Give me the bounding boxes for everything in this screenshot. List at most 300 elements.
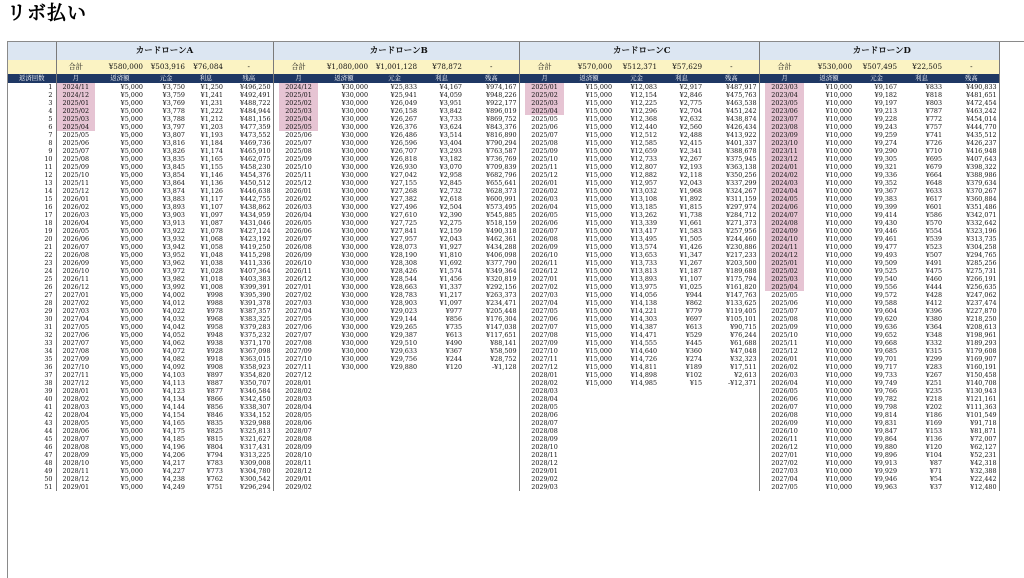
table-cell[interactable]: ¥9,525 (874, 267, 898, 275)
table-cell[interactable]: ¥10,000 (825, 403, 853, 411)
table-cell[interactable]: 2028/01 (285, 379, 312, 387)
total-value[interactable]: ¥570,000 (564, 60, 614, 74)
table-cell[interactable]: ¥613 (445, 331, 463, 339)
table-cell[interactable]: ¥3,624 (439, 123, 463, 131)
table-cell[interactable]: ¥5,000 (120, 243, 143, 251)
table-cell[interactable]: 2025/01 (765, 259, 804, 267)
table-cell[interactable] (564, 419, 614, 427)
table-cell[interactable]: ¥12,480 (944, 483, 999, 491)
table-cell[interactable]: 2024/05 (765, 195, 804, 203)
table-cell[interactable]: ¥30,000 (341, 347, 369, 355)
table-cell[interactable]: ¥460 (925, 275, 943, 283)
table-cell[interactable]: ¥484,944 (225, 107, 273, 115)
table-cell[interactable]: ¥247,062 (944, 291, 999, 299)
table-cell[interactable]: ¥284,712 (704, 211, 759, 219)
table-cell[interactable]: ¥1,107 (200, 203, 223, 211)
table-cell[interactable]: 2028/08 (62, 443, 90, 451)
table-cell[interactable]: ¥153 (925, 427, 943, 435)
column-header[interactable]: 利息 (659, 74, 704, 83)
table-cell[interactable]: ¥320,819 (464, 275, 519, 283)
table-cell[interactable]: ¥10,000 (825, 195, 853, 203)
table-cell[interactable] (564, 387, 614, 395)
table-cell[interactable]: 2028/11 (62, 467, 90, 475)
table-cell[interactable]: ¥9,336 (874, 171, 898, 179)
table-cell[interactable]: ¥1,927 (439, 243, 463, 251)
table-cell[interactable]: ¥9,652 (874, 331, 898, 339)
table-cell[interactable]: ¥5,000 (120, 155, 143, 163)
table-cell[interactable]: ¥570 (925, 219, 943, 227)
table-cell[interactable]: 2025/02 (765, 267, 804, 275)
table-cell[interactable]: ¥4,144 (162, 403, 185, 411)
table-cell[interactable]: ¥1,212 (200, 115, 223, 123)
table-cell[interactable] (318, 371, 370, 379)
table-cell[interactable]: ¥1,217 (439, 291, 463, 299)
table-cell[interactable]: 2028/05 (285, 411, 312, 419)
table-cell[interactable]: 2028/04 (62, 411, 90, 419)
table-cell[interactable]: ¥4,052 (162, 331, 185, 339)
table-cell[interactable]: 2026/10 (531, 251, 558, 259)
table-cell[interactable]: ¥446,638 (225, 187, 273, 195)
column-header[interactable]: 返済額 (564, 74, 614, 83)
table-cell[interactable]: ¥958 (206, 323, 223, 331)
table-cell[interactable] (704, 395, 759, 403)
table-cell[interactable]: ¥350,707 (225, 379, 273, 387)
table-cell[interactable]: ¥30,000 (341, 91, 369, 99)
table-cell[interactable]: ¥998 (206, 291, 223, 299)
table-cell[interactable]: ¥426,237 (944, 139, 999, 147)
table-cell[interactable] (564, 435, 614, 443)
table-cell[interactable]: ¥897 (206, 371, 223, 379)
table-cell[interactable]: ¥4,032 (162, 315, 185, 323)
table-cell[interactable]: ¥321,627 (225, 435, 273, 443)
table-cell[interactable] (704, 427, 759, 435)
table-cell[interactable]: ¥256,635 (944, 283, 999, 291)
table-cell[interactable]: ¥9,701 (874, 355, 898, 363)
table-cell[interactable]: ¥32,323 (704, 355, 759, 363)
table-cell[interactable]: ¥1,505 (679, 235, 703, 243)
table-cell[interactable]: ¥1,203 (200, 123, 223, 131)
table-cell[interactable]: ¥978 (206, 307, 223, 315)
table-cell[interactable]: ¥9,604 (874, 307, 898, 315)
table-cell[interactable]: 2028/02 (531, 379, 558, 387)
table-cell[interactable]: ¥2,632 (679, 115, 703, 123)
table-cell[interactable]: ¥856 (206, 403, 223, 411)
table-cell[interactable]: 2025/04 (525, 107, 564, 115)
total-value[interactable]: ¥57,629 (659, 60, 704, 74)
table-cell[interactable]: ¥30,000 (341, 315, 369, 323)
table-cell[interactable]: ¥13,733 (630, 259, 658, 267)
table-cell[interactable] (564, 411, 614, 419)
table-cell[interactable]: ¥10,000 (825, 99, 853, 107)
table-cell[interactable]: 2025/05 (279, 123, 318, 131)
table-cell[interactable]: ¥9,620 (874, 315, 898, 323)
table-cell[interactable]: 2026/11 (531, 259, 558, 267)
table-cell[interactable]: ¥13,975 (630, 283, 658, 291)
column-header[interactable]: 月 (279, 74, 318, 83)
table-cell[interactable]: 2026/02 (285, 195, 312, 203)
table-cell[interactable]: ¥198,961 (944, 331, 999, 339)
table-cell[interactable]: 2028/01 (62, 387, 90, 395)
table-cell[interactable]: ¥529 (685, 331, 703, 339)
table-cell[interactable]: ¥391,378 (225, 299, 273, 307)
table-cell[interactable]: ¥15,000 (585, 243, 613, 251)
table-cell[interactable]: 2025/12 (531, 171, 558, 179)
table-cell[interactable]: ¥383,325 (225, 315, 273, 323)
table-cell[interactable]: ¥9,446 (874, 227, 898, 235)
table-cell[interactable] (318, 435, 370, 443)
table-cell[interactable]: ¥10,000 (825, 163, 853, 171)
table-cell[interactable]: 2026/05 (531, 211, 558, 219)
table-cell[interactable]: ¥2,504 (439, 203, 463, 211)
column-header[interactable]: 残高 (464, 74, 519, 83)
table-cell[interactable]: ¥2,560 (679, 123, 703, 131)
table-cell[interactable]: 2026/02 (62, 203, 90, 211)
table-cell[interactable] (564, 451, 614, 459)
table-cell[interactable]: ¥613 (685, 323, 703, 331)
table-cell[interactable] (659, 411, 704, 419)
table-cell[interactable]: ¥431,046 (225, 219, 273, 227)
table-cell[interactable]: ¥15,000 (585, 163, 613, 171)
table-cell[interactable]: ¥473,552 (225, 131, 273, 139)
table-cell[interactable]: 2025/09 (531, 147, 558, 155)
table-cell[interactable]: ¥539 (925, 235, 943, 243)
table-cell[interactable]: ¥442,755 (225, 195, 273, 203)
table-cell[interactable]: ¥14,138 (630, 299, 658, 307)
table-cell[interactable]: ¥332 (925, 339, 943, 347)
total-value[interactable]: - (944, 60, 999, 74)
table-cell[interactable]: ¥130,943 (944, 387, 999, 395)
table-cell[interactable]: ¥3,769 (162, 99, 185, 107)
table-cell[interactable]: 2027/11 (62, 371, 90, 379)
table-cell[interactable]: ¥218 (925, 395, 943, 403)
table-cell[interactable]: ¥267 (925, 371, 943, 379)
table-cell[interactable]: ¥367 (445, 347, 463, 355)
table-cell[interactable]: ¥2,341 (679, 147, 703, 155)
table-cell[interactable]: 2024/08 (765, 219, 804, 227)
table-cell[interactable]: ¥9,636 (874, 323, 898, 331)
table-cell[interactable]: ¥28,663 (390, 283, 418, 291)
table-cell[interactable]: ¥275,731 (944, 267, 999, 275)
table-cell[interactable]: ¥29,756 (390, 355, 418, 363)
table-cell[interactable]: 2028/02 (62, 395, 90, 403)
table-cell[interactable]: ¥1,193 (200, 131, 223, 139)
table-cell[interactable] (370, 371, 419, 379)
table-cell[interactable]: ¥9,798 (874, 403, 898, 411)
table-cell[interactable] (659, 435, 704, 443)
table-cell[interactable]: ¥5,000 (120, 435, 143, 443)
table-cell[interactable]: ¥15,000 (585, 139, 613, 147)
table-cell[interactable]: ¥9,717 (874, 363, 898, 371)
table-cell[interactable]: ¥10,000 (825, 363, 853, 371)
table-cell[interactable] (464, 427, 519, 435)
table-cell[interactable]: ¥379,283 (225, 323, 273, 331)
total-value[interactable]: - (704, 60, 759, 74)
table-cell[interactable]: ¥5,000 (120, 227, 143, 235)
table-cell[interactable]: 2026/07 (531, 227, 558, 235)
table-cell[interactable]: 2027/12 (62, 379, 90, 387)
table-cell[interactable]: ¥296,294 (225, 483, 273, 491)
table-cell[interactable]: ¥757 (925, 123, 943, 131)
table-cell[interactable]: ¥496,250 (225, 83, 273, 91)
table-cell[interactable]: ¥14,387 (630, 323, 658, 331)
table-cell[interactable]: ¥9,367 (874, 187, 898, 195)
table-cell[interactable]: ¥664 (925, 171, 943, 179)
table-cell[interactable]: ¥2,775 (679, 99, 703, 107)
table-cell[interactable]: ¥14,640 (630, 347, 658, 355)
table-cell[interactable]: ¥3,952 (162, 251, 185, 259)
table-cell[interactable]: ¥804 (206, 443, 223, 451)
table-cell[interactable]: 2027/03 (531, 291, 558, 299)
table-cell[interactable]: ¥9,352 (874, 179, 898, 187)
table-cell[interactable]: ¥22,442 (944, 475, 999, 483)
table-cell[interactable]: ¥30,000 (341, 99, 369, 107)
table-cell[interactable]: ¥342,071 (944, 211, 999, 219)
table-cell[interactable]: ¥102 (685, 371, 703, 379)
table-cell[interactable]: ¥5,000 (120, 179, 143, 187)
table-cell[interactable]: ¥1,097 (439, 299, 463, 307)
total-value[interactable]: ¥1,001,128 (370, 60, 419, 74)
table-cell[interactable]: 2025/10 (62, 171, 90, 179)
table-cell[interactable]: ¥9,321 (874, 163, 898, 171)
table-cell[interactable]: ¥10,000 (825, 267, 853, 275)
table-cell[interactable]: ¥4,123 (162, 387, 185, 395)
column-header[interactable]: 月 (765, 74, 804, 83)
table-cell[interactable]: ¥292,156 (464, 283, 519, 291)
table-cell[interactable] (419, 483, 464, 491)
table-cell[interactable]: ¥1,155 (200, 163, 223, 171)
table-cell[interactable]: ¥30,000 (341, 115, 369, 123)
table-cell[interactable]: ¥9,766 (874, 387, 898, 395)
table-cell[interactable]: 2025/08 (771, 315, 798, 323)
table-cell[interactable]: ¥205,448 (464, 307, 519, 315)
table-cell[interactable]: ¥2,732 (439, 187, 463, 195)
table-cell[interactable]: ¥283 (925, 363, 943, 371)
table-cell[interactable]: ¥1,337 (439, 283, 463, 291)
table-cell[interactable]: ¥121,161 (944, 395, 999, 403)
table-cell[interactable]: ¥13,032 (630, 187, 658, 195)
table-cell[interactable]: ¥751 (206, 483, 223, 491)
table-cell[interactable]: ¥794 (206, 451, 223, 459)
table-cell[interactable]: ¥27,268 (390, 187, 418, 195)
table-cell[interactable]: 2025/05 (62, 131, 90, 139)
table-cell[interactable]: ¥14,221 (630, 307, 658, 315)
table-cell[interactable]: ¥176,304 (464, 315, 519, 323)
table-cell[interactable]: 2029/01 (531, 467, 558, 475)
table-cell[interactable] (370, 459, 419, 467)
total-value[interactable]: ¥78,872 (419, 60, 464, 74)
table-cell[interactable]: ¥412 (925, 299, 943, 307)
table-cell[interactable] (659, 467, 704, 475)
table-cell[interactable]: ¥488,722 (225, 99, 273, 107)
table-cell[interactable]: ¥30,000 (341, 147, 369, 155)
table-cell[interactable]: ¥27,382 (390, 195, 418, 203)
table-cell[interactable]: ¥5,000 (120, 443, 143, 451)
table-cell[interactable]: ¥10,000 (825, 459, 853, 467)
table-cell[interactable]: ¥1,174 (200, 147, 223, 155)
table-cell[interactable]: 2026/04 (285, 211, 312, 219)
table-cell[interactable]: ¥1,231 (200, 99, 223, 107)
table-cell[interactable]: ¥14,056 (630, 291, 658, 299)
table-cell[interactable] (464, 467, 519, 475)
table-cell[interactable]: 2026/04 (771, 379, 798, 387)
table-cell[interactable]: ¥3,816 (162, 139, 185, 147)
table-cell[interactable]: ¥869,752 (464, 115, 519, 123)
table-cell[interactable]: ¥5,000 (120, 347, 143, 355)
table-cell[interactable]: ¥363,138 (704, 163, 759, 171)
table-cell[interactable]: ¥818 (925, 91, 943, 99)
table-cell[interactable]: ¥1,087 (200, 219, 223, 227)
table-cell[interactable]: -¥1,128 (464, 363, 519, 371)
table-cell[interactable]: ¥398,322 (944, 163, 999, 171)
table-cell[interactable]: ¥450,512 (225, 179, 273, 187)
table-cell[interactable]: ¥1,018 (200, 275, 223, 283)
table-cell[interactable]: ¥5,000 (120, 379, 143, 387)
table-cell[interactable]: ¥490,318 (464, 227, 519, 235)
table-cell[interactable]: ¥27,155 (390, 179, 418, 187)
table-cell[interactable]: ¥76,244 (704, 331, 759, 339)
table-cell[interactable]: ¥487,917 (704, 83, 759, 91)
table-cell[interactable]: ¥5,000 (120, 171, 143, 179)
table-cell[interactable]: 2027/01 (285, 283, 312, 291)
table-cell[interactable]: ¥9,399 (874, 203, 898, 211)
table-cell[interactable]: ¥918 (206, 355, 223, 363)
table-cell[interactable]: ¥2,488 (679, 131, 703, 139)
table-cell[interactable]: 2028/12 (62, 475, 90, 483)
table-cell[interactable]: ¥9,430 (874, 219, 898, 227)
table-cell[interactable]: ¥5,000 (120, 163, 143, 171)
table-cell[interactable]: ¥682,796 (464, 171, 519, 179)
table-cell[interactable]: 2026/05 (285, 219, 312, 227)
table-cell[interactable]: 2028/06 (531, 411, 558, 419)
table-cell[interactable]: ¥1,267 (679, 259, 703, 267)
table-cell[interactable]: ¥697 (685, 315, 703, 323)
table-cell[interactable]: ¥454,014 (944, 115, 999, 123)
table-cell[interactable]: ¥9,733 (874, 371, 898, 379)
table-cell[interactable]: ¥30,000 (341, 267, 369, 275)
table-cell[interactable]: 2026/03 (531, 195, 558, 203)
table-cell[interactable]: ¥10,000 (825, 147, 853, 155)
table-cell[interactable]: ¥72,007 (944, 435, 999, 443)
table-cell[interactable]: ¥350,256 (704, 171, 759, 179)
table-cell[interactable] (614, 443, 659, 451)
table-cell[interactable]: ¥3,874 (162, 187, 185, 195)
table-cell[interactable]: 2027/05 (285, 315, 312, 323)
table-cell[interactable]: 2026/11 (62, 275, 90, 283)
table-cell[interactable]: ¥17,511 (704, 363, 759, 371)
table-cell[interactable]: ¥9,847 (874, 427, 898, 435)
table-cell[interactable]: ¥5,000 (120, 211, 143, 219)
table-cell[interactable]: ¥1,968 (679, 187, 703, 195)
table-cell[interactable]: ¥5,000 (120, 131, 143, 139)
table-cell[interactable]: ¥189,688 (704, 267, 759, 275)
table-cell[interactable]: ¥12,882 (630, 171, 658, 179)
table-cell[interactable]: 2026/06 (62, 235, 90, 243)
table-cell[interactable]: 2027/09 (285, 347, 312, 355)
table-cell[interactable]: ¥30,000 (341, 163, 369, 171)
table-cell[interactable] (564, 427, 614, 435)
table-cell[interactable]: ¥5,000 (120, 459, 143, 467)
table-cell[interactable]: ¥648 (925, 179, 943, 187)
table-cell[interactable]: ¥465,910 (225, 147, 273, 155)
table-cell[interactable]: 2028/07 (285, 427, 312, 435)
table-cell[interactable]: ¥9,461 (874, 235, 898, 243)
table-cell[interactable]: ¥27,042 (390, 171, 418, 179)
table-cell[interactable]: ¥271,373 (704, 219, 759, 227)
table-cell[interactable]: ¥3,883 (162, 195, 185, 203)
table-cell[interactable]: ¥9,588 (874, 299, 898, 307)
table-cell[interactable]: ¥14,811 (630, 363, 658, 371)
table-cell[interactable] (659, 403, 704, 411)
table-cell[interactable]: ¥3,182 (439, 155, 463, 163)
table-cell[interactable]: 2027/03 (62, 307, 90, 315)
table-cell[interactable]: ¥12,659 (630, 147, 658, 155)
table-cell[interactable]: ¥1,222 (200, 107, 223, 115)
table-cell[interactable] (614, 411, 659, 419)
table-cell[interactable]: ¥58,509 (464, 347, 519, 355)
table-cell[interactable] (704, 459, 759, 467)
table-cell[interactable]: ¥25,941 (390, 91, 418, 99)
table-cell[interactable]: ¥790,294 (464, 139, 519, 147)
table-cell[interactable]: ¥30,000 (341, 139, 369, 147)
table-cell[interactable]: ¥37 (929, 483, 943, 491)
table-cell[interactable]: ¥462,075 (225, 155, 273, 163)
table-cell[interactable]: ¥10,000 (825, 283, 853, 291)
table-cell[interactable]: 2023/11 (765, 147, 804, 155)
table-cell[interactable]: ¥179,608 (944, 347, 999, 355)
total-value[interactable]: ¥512,371 (614, 60, 659, 74)
table-cell[interactable]: ¥12,154 (630, 91, 658, 99)
table-cell[interactable]: ¥10,000 (825, 379, 853, 387)
table-cell[interactable]: ¥1,136 (200, 179, 223, 187)
table-cell[interactable] (614, 387, 659, 395)
table-cell[interactable]: ¥773 (206, 467, 223, 475)
table-cell[interactable]: -¥12,371 (704, 379, 759, 387)
table-cell[interactable] (614, 395, 659, 403)
table-cell[interactable]: ¥111,363 (944, 403, 999, 411)
table-cell[interactable]: ¥10,000 (825, 187, 853, 195)
table-cell[interactable]: 2026/08 (771, 411, 798, 419)
table-cell[interactable] (464, 395, 519, 403)
table-cell[interactable]: ¥27,725 (390, 219, 418, 227)
table-cell[interactable]: ¥15,000 (585, 123, 613, 131)
table-cell[interactable]: ¥469,736 (225, 139, 273, 147)
table-cell[interactable]: ¥2,704 (679, 107, 703, 115)
table-cell[interactable]: 2025/12 (285, 179, 312, 187)
table-cell[interactable]: ¥9,896 (874, 451, 898, 459)
table-cell[interactable]: 2028/09 (531, 435, 558, 443)
table-cell[interactable]: 2028/05 (531, 403, 558, 411)
table-cell[interactable] (370, 427, 419, 435)
table-cell[interactable]: ¥175,794 (704, 275, 759, 283)
table-cell[interactable]: ¥62,127 (944, 443, 999, 451)
table-cell[interactable]: ¥30,000 (341, 235, 369, 243)
table-cell[interactable]: 2026/06 (285, 227, 312, 235)
table-cell[interactable]: ¥15,000 (585, 259, 613, 267)
table-cell[interactable] (370, 379, 419, 387)
table-cell[interactable]: 2024/02 (765, 171, 804, 179)
table-cell[interactable]: ¥30,000 (341, 155, 369, 163)
table-cell[interactable] (659, 387, 704, 395)
table-cell[interactable]: 2028/10 (62, 459, 90, 467)
table-cell[interactable]: 2027/08 (531, 331, 558, 339)
table-cell[interactable]: ¥12,512 (630, 131, 658, 139)
table-cell[interactable]: ¥4,134 (162, 395, 185, 403)
table-cell[interactable]: 2027/11 (285, 363, 312, 371)
table-cell[interactable]: ¥10,000 (825, 371, 853, 379)
table-cell[interactable]: ¥10,000 (825, 451, 853, 459)
table-cell[interactable]: ¥377,790 (464, 259, 519, 267)
table-cell[interactable]: 2026/01 (771, 355, 798, 363)
